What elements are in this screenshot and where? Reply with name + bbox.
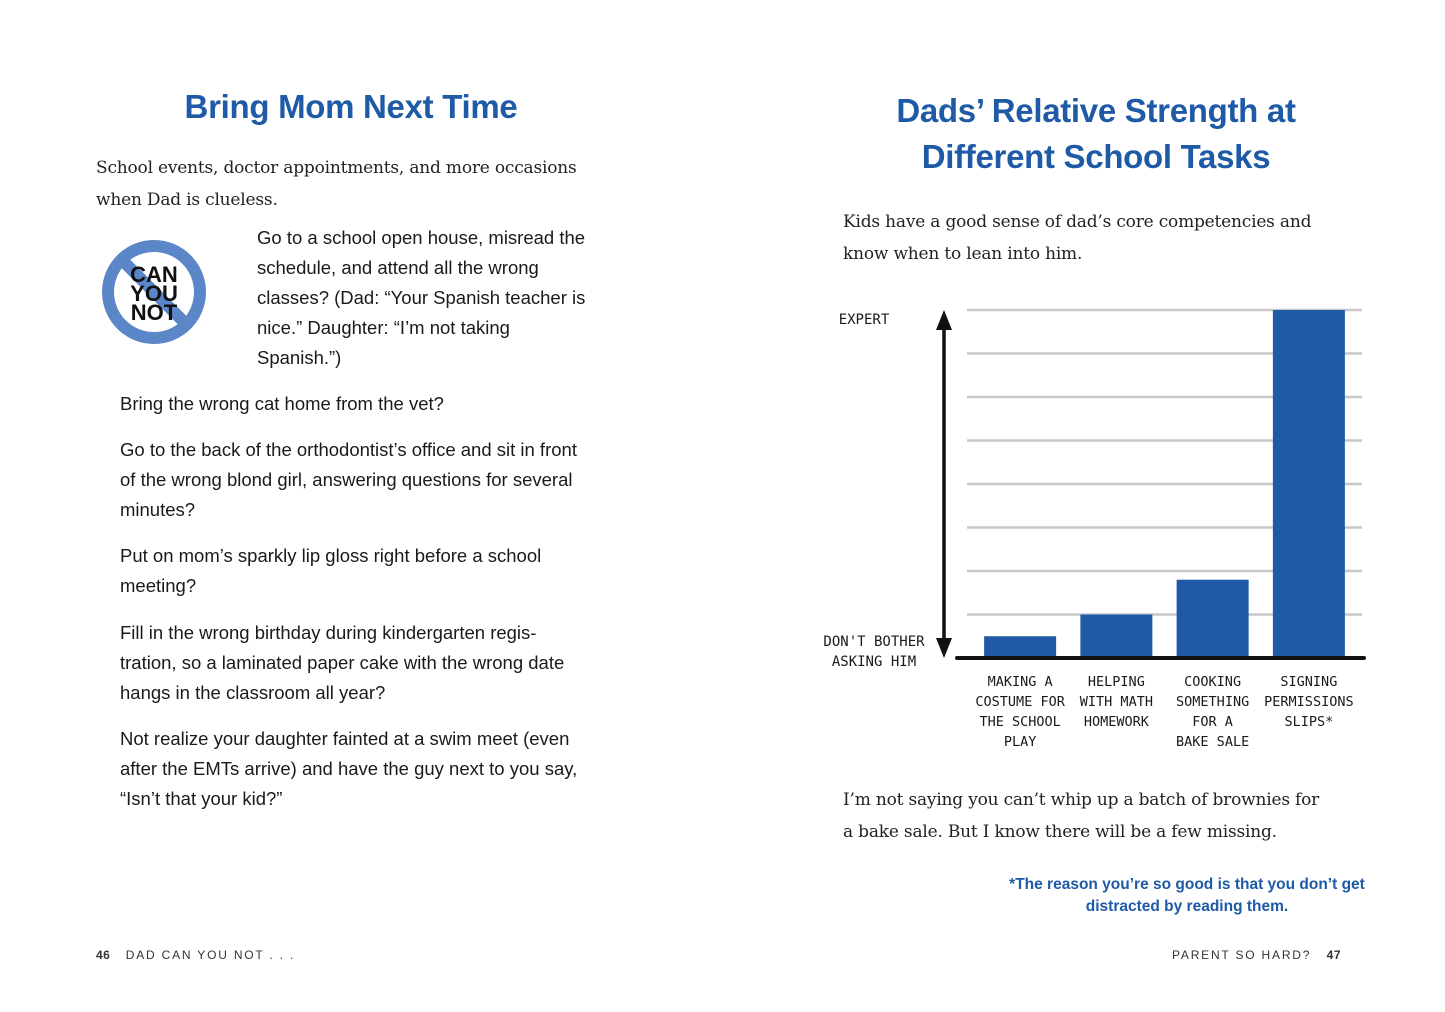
- bar: [1177, 580, 1249, 658]
- list-item: Bring the wrong cat home from the vet?: [120, 393, 444, 414]
- can-you-not-badge: [100, 238, 208, 346]
- page-number: 46: [96, 948, 111, 962]
- chart-intro-text: Kids have a good sense of dad’s core competencies and know when to lean into him.: [843, 212, 1312, 264]
- right-page: [722, 0, 1445, 1012]
- badge-line-2: YOU: [130, 281, 178, 306]
- chart-title-line-1: Dads’ Relative Strength at: [896, 92, 1296, 129]
- x-tick-label: PERMISSIONS: [1264, 694, 1354, 710]
- x-tick-label: MAKING A: [987, 674, 1053, 690]
- x-tick-label: SIGNING: [1280, 674, 1338, 690]
- x-tick-label: FOR A: [1192, 714, 1233, 730]
- x-tick-label: COOKING: [1184, 674, 1242, 690]
- x-tick-label: THE SCHOOL: [979, 714, 1061, 730]
- list-item: Fill in the wrong birthday during kindergarten regis-tration, so a laminated paper cake with the wrong date hangs in the classroom all year?: [120, 622, 565, 703]
- x-tick-label: PLAY: [1003, 734, 1037, 750]
- x-tick-label: COSTUME FOR: [975, 694, 1065, 710]
- running-head: DAD CAN YOU NOT . . .: [125, 948, 296, 962]
- chart-title: [852, 88, 1340, 180]
- x-tick-label: BAKE SALE: [1176, 734, 1250, 750]
- x-tick-label: HELPING: [1087, 674, 1145, 690]
- footnote: *The reason you’re so good is that you don’t get distracted by reading them.: [1009, 876, 1365, 915]
- x-tick-label: SLIPS*: [1284, 714, 1334, 730]
- arrow-down-icon: [936, 638, 952, 658]
- x-tick-label: HOMEWORK: [1083, 714, 1149, 730]
- outro-text: I’m not saying you can’t whip up a batch of brownies for a bake sale. But I know there will be a few missing.: [843, 790, 1320, 842]
- left-page: [0, 0, 722, 1012]
- badge-line-1: CAN: [130, 262, 178, 287]
- bar: [984, 636, 1056, 658]
- bar-chart-svg: [812, 295, 1372, 775]
- y-label-top: EXPERT: [838, 312, 890, 328]
- page-title: Bring Mom Next Time: [184, 88, 518, 125]
- bar: [1273, 310, 1345, 658]
- list-item: Go to a school open house, misread the schedule, and attend all the wrong classes? (Dad: “Your Spanish teacher is nice.” Daughter: “I’m not taking Spanish.”): [257, 227, 586, 368]
- bar-chart: [812, 295, 1372, 775]
- list-item: Put on mom’s sparkly lip gloss right before a school meeting?: [120, 545, 542, 596]
- list-item: Not realize your daughter fainted at a swim meet (even after the EMTs arrive) and have the guy next to you say, “Isn’t that your kid?”: [120, 728, 578, 809]
- y-label-bottom: DON'T BOTHER: [823, 634, 925, 650]
- chart-title-line-2: Different School Tasks: [921, 138, 1271, 175]
- intro-text: School events, doctor appointments, and more occasions when Dad is clueless.: [96, 158, 577, 210]
- right-footer: [1172, 948, 1341, 962]
- list-item: Go to the back of the orthodontist’s office and sit in front of the wrong blond girl, answering questions for several minutes?: [120, 439, 577, 520]
- arrow-up-icon: [936, 310, 952, 330]
- x-tick-label: SOMETHING: [1176, 694, 1250, 710]
- running-head: PARENT SO HARD?: [1171, 948, 1312, 962]
- bar: [1080, 615, 1152, 659]
- badge-line-3: NOT: [130, 300, 178, 325]
- page-number: 47: [1326, 948, 1341, 962]
- left-footer: [96, 948, 295, 962]
- y-label-bottom: ASKING HIM: [831, 654, 917, 670]
- x-tick-label: WITH MATH: [1079, 694, 1153, 710]
